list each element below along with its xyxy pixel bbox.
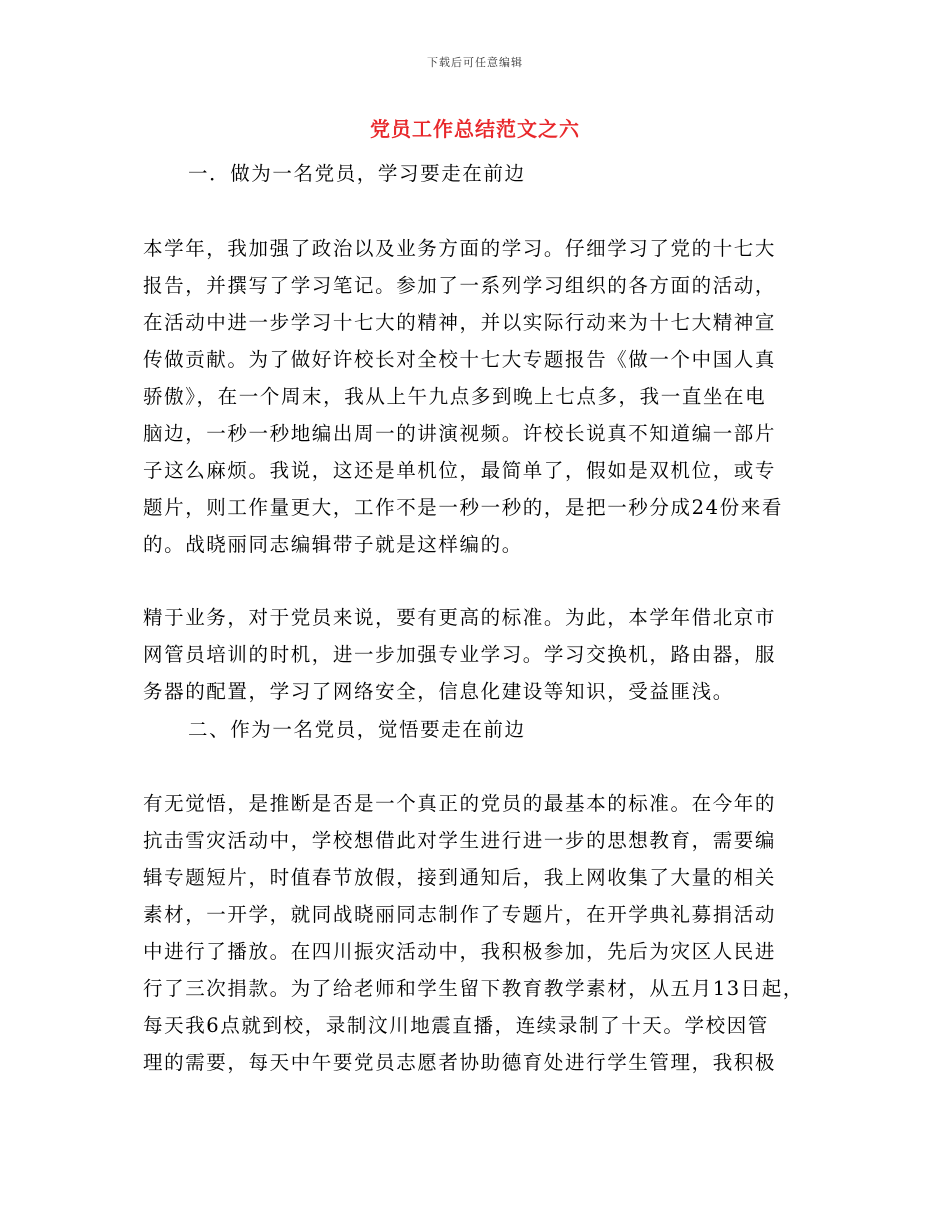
document-title: 党员工作总结范文之六 xyxy=(370,117,580,141)
paragraph-line: 子这么麻烦。我说，这还是单机位，最简单了，假如是双机位，或专 xyxy=(143,459,777,482)
paragraph-line: 精于业务，对于党员来说，要有更高的标准。为此，本学年借北京市 xyxy=(143,606,777,629)
paragraph-line: 每天我6点就到校，录制汶川地震直播，连续录制了十天。学校因管 xyxy=(143,1014,769,1037)
paragraph-line: 辑专题短片，时值春节放假，接到通知后，我上网收集了大量的相关 xyxy=(143,866,777,889)
paragraph-line: 抗击雪灾活动中，学校想借此对学生进行进一步的思想教育，需要编 xyxy=(143,829,777,852)
paragraph-line: 本学年，我加强了政治以及业务方面的学习。仔细学习了党的十七大 xyxy=(143,237,777,260)
paragraph-line: 网管员培训的时机，进一步加强专业学习。学习交换机，路由器，服 xyxy=(143,643,777,666)
paragraph-line: 理的需要，每天中午要党员志愿者协助德育处进行学生管理，我积极 xyxy=(143,1051,777,1074)
section-heading-1: 一．做为一名党员，学习要走在前边 xyxy=(188,162,526,185)
header-note: 下载后可任意编辑 xyxy=(427,56,523,69)
paragraph-line: 有无觉悟，是推断是否是一个真正的党员的最基本的标准。在今年的 xyxy=(143,792,777,815)
paragraph-line: 传做贡献。为了做好许校长对全校十七大专题报告《做一个中国人真 xyxy=(143,348,777,371)
paragraph-line: 骄傲》，在一个周末，我从上午九点多到晚上七点多，我一直坐在电 xyxy=(143,385,767,408)
section-heading-2: 二、作为一名党员，觉悟要走在前边 xyxy=(188,718,526,741)
paragraph-line: 在活动中进一步学习十七大的精神，并以实际行动来为十七大精神宣 xyxy=(143,311,777,334)
paragraph-line: 素材，一开学，就同战晓丽同志制作了专题片，在开学典礼募捐活动 xyxy=(143,903,777,926)
paragraph-line: 题片，则工作量更大，工作不是一秒一秒的，是把一秒分成24份来看 xyxy=(143,496,783,519)
paragraph-line: 脑边，一秒一秒地编出周一的讲演视频。许校长说真不知道编一部片 xyxy=(143,422,777,445)
paragraph-line: 报告，并撰写了学习笔记。参加了一系列学习组织的各方面的活动， xyxy=(143,274,777,297)
paragraph-line: 中进行了播放。在四川振灾活动中，我积极参加，先后为灾区人民进 xyxy=(143,940,777,963)
paragraph-line: 的。战晓丽同志编辑带子就是这样编的。 xyxy=(143,533,523,556)
paragraph-line: 行了三次捐款。为了给老师和学生留下教育教学素材，从五月13日起， xyxy=(143,977,805,1000)
paragraph-line: 务器的配置，学习了网络安全，信息化建设等知识，受益匪浅。 xyxy=(143,680,734,703)
